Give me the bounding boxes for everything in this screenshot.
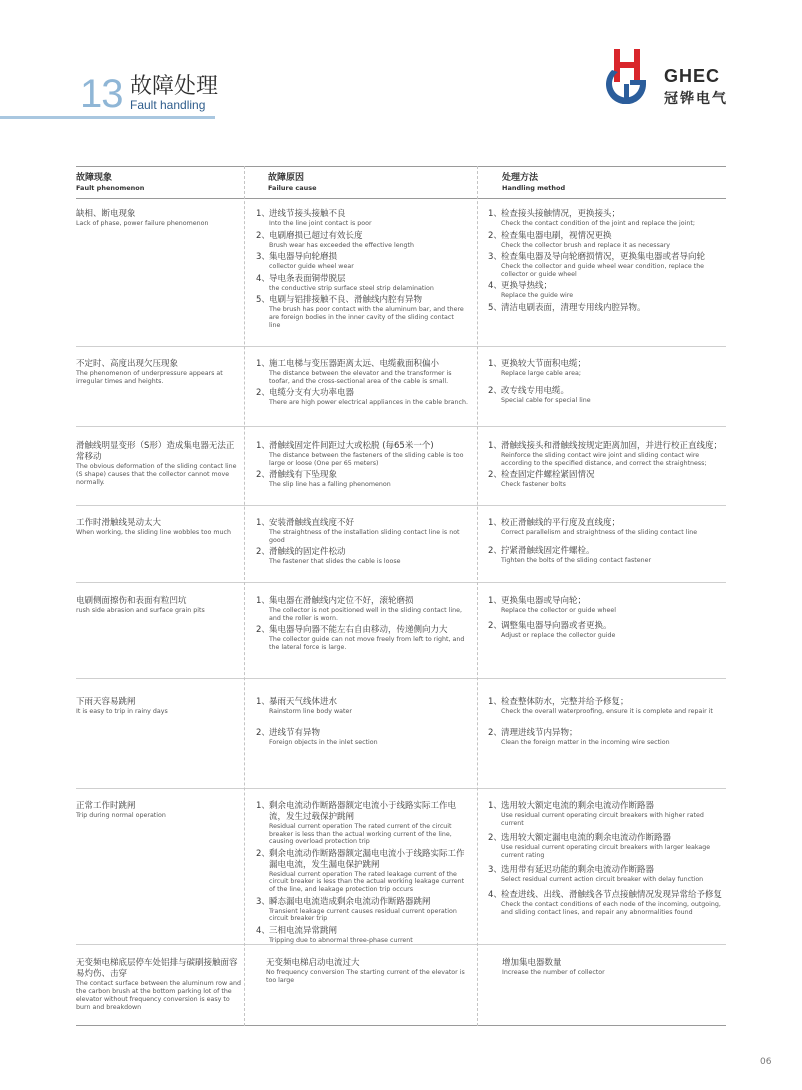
method-item: 2、 调整集电器导向器或者更换。 Adjust or replace the collector guide bbox=[488, 620, 616, 639]
table-row-methods bbox=[488, 359, 728, 407]
method-item: 5、 清洁电刷表面，清理专用线内腔异物。 bbox=[488, 302, 646, 313]
method-item: 2、 清理进线节内异物； Clean the foreign matter in the incoming wire section bbox=[488, 727, 670, 746]
table-row-causes bbox=[256, 518, 468, 569]
column-header-phenomenon: 故障现象 Fault phenomenon bbox=[76, 173, 145, 192]
cause-item: 2、 电缆分支有大功率电器 There are high power electrical appliances in the cable branch. bbox=[256, 388, 468, 407]
page-subtitle: Fault handling bbox=[130, 98, 206, 112]
cause-item: 3、 集电器导向轮磨损 collector guide wheel wear bbox=[256, 252, 354, 271]
method-item: 2、 拧紧滑触线固定件螺栓。 Tighten the bolts of the sliding contact fastener bbox=[488, 545, 652, 564]
cause-item: 2、 进线节有异物 Foreign objects in the inlet section bbox=[256, 727, 378, 746]
table-row-causes bbox=[256, 209, 466, 332]
method-item: 2、 检查固定件螺栓紧固情况 Check fastener bolts bbox=[488, 470, 595, 489]
cause-item: 2、 集电器导向器不能左右自由移动，传递侧向力大 The collector guide can not move freely from left to right, and the lateral force is large. bbox=[256, 625, 465, 651]
cause-item: 4、 三相电流异常跳闸 Tripping due to abnormal three-phase current bbox=[256, 925, 413, 944]
cause-item: 4、 导电条表面铜带脱层 the conductive strip surface steel strip delamination bbox=[256, 273, 434, 292]
method-item: 1、 校正滑触线的平行度及直线度； Correct parallelism and straightness of the sliding contact line bbox=[488, 518, 698, 536]
method-item: 1、 更换较大节面积电缆； Replace large cable area; bbox=[488, 359, 587, 377]
table-header-rule bbox=[76, 198, 726, 199]
method-item: 4、 检查进线、出线、滑触线各节点接触情况发现异常给予修复 Check the contact conditions of each node of the incoming, outgoing, and sliding contact lines, and repair any abnormalities found bbox=[488, 889, 723, 916]
method-item: 2、 检查集电器电刷，视情况更换 Check the collector brush and replace it as necessary bbox=[488, 230, 671, 249]
cause-item: 2、 滑触线有下坠现象 The slip line has a falling phenomenon bbox=[256, 470, 391, 489]
column-divider bbox=[477, 166, 478, 1026]
logo-brand-cn: 冠铧电气 bbox=[664, 91, 728, 107]
method-item: 3、 检查集电器及导向轮磨损情况，更换集电器或者导向轮 Check the collector and guide wheel wear condition, replace the collector or guide wheel bbox=[488, 252, 706, 278]
row-divider bbox=[76, 788, 726, 789]
cause-item: 5、 电刷与铝排接触不良、滑触线内腔有异物 The brush has poor contact with the aluminum bar, and there are foreign bodies in the inner cavity of the sliding contact line bbox=[256, 295, 464, 329]
table-row-phenomenon: 工作时滑触线晃动太大 When working, the sliding line wobbles too much bbox=[76, 518, 231, 536]
table-row-method: 增加集电器数量 Increase the number of collector bbox=[502, 958, 605, 976]
table-row-phenomenon: 不定时、高度出现欠压现象 The phenomenon of underpressure appears at irregular times and heights. bbox=[76, 359, 223, 385]
method-item: 1、 选用较大额定电流的剩余电流动作断路器 Use residual current operating circuit breakers with higher rated current bbox=[488, 801, 704, 827]
row-divider bbox=[76, 582, 726, 583]
column-header-cause: 故障原因 Failure cause bbox=[268, 173, 317, 192]
column-header-method: 处理方法 Handling method bbox=[502, 173, 566, 192]
method-item: 1、 滑触线接头和滑触线按规定距离加固，并进行校正直线度； Reinforce the sliding contact wire joint and sliding contact wire according to the specified distance, and correct the straightness; bbox=[488, 441, 723, 467]
table-row-methods bbox=[488, 697, 728, 749]
table-row-methods bbox=[488, 596, 728, 642]
table-row-causes bbox=[256, 441, 468, 492]
table-row-methods bbox=[488, 441, 728, 492]
header-accent-bar bbox=[0, 116, 215, 119]
cause-item: 3、 瞬态漏电电流造成剩余电流动作断路器跳闸 Transient leakage current causes residual current operation circuit breaker trip bbox=[256, 896, 457, 923]
cause-item: 2、 剩余电流动作断路器额定漏电电流小于线路实际工作漏电电流，发生漏电保护跳闸 Residual current operation The rated leakage current of the circuit breaker is less than the actual working leakage current of the line, and leakage protection trip occurs bbox=[256, 848, 465, 893]
column-divider bbox=[244, 166, 245, 1026]
method-item: 2、 改专线专用电缆。 Special cable for special line bbox=[488, 385, 591, 404]
method-item: 1、 检查接头接触情况，更换接头； Check the contact condition of the joint and replace the joint; bbox=[488, 209, 695, 227]
table-row-phenomenon: 电刷侧面擦伤和表面有粒凹坑 rush side abrasion and surface grain pits bbox=[76, 596, 205, 614]
table-row-phenomenon: 下雨天容易跳闸 It is easy to trip in rainy days bbox=[76, 697, 168, 715]
table-row-phenomenon: 滑触线明显变形（S形）造成集电器无法正常移动 The obvious deformation of the sliding contact line (S shape) causes that the collector cannot move normally. bbox=[76, 441, 237, 486]
cause-item: 1、 暴雨天气线体进水 Rainstorm line body water bbox=[256, 697, 352, 715]
table-row-phenomenon: 无变频电梯底层停车处铝排与碳刷接触面容易灼伤、击穿 The contact surface between the aluminum row and the carbon brush at the bottom parking lot of the elevator without frequency conversion is easy to burn and breakdown bbox=[76, 958, 242, 1011]
logo-brand-text: GHEC bbox=[664, 66, 721, 86]
cause-item: 1、 施工电梯与变压器距离太远、电缆截面积偏小 The distance between the elevator and the transformer is toofar, and the cross-sectional area of the cable is small. bbox=[256, 359, 452, 385]
method-item: 4、 更换导热线； Replace the guide wire bbox=[488, 281, 574, 300]
row-divider bbox=[76, 426, 726, 427]
table-top-rule bbox=[76, 166, 726, 167]
cause-item: 2、 滑触线的固定件松动 The fastener that slides the cable is loose bbox=[256, 547, 401, 566]
table-row-phenomenon: 正常工作时跳闸 Trip during normal operation bbox=[76, 801, 166, 819]
table-row-causes bbox=[256, 359, 468, 410]
table-row-methods bbox=[488, 209, 728, 317]
table-row-phenomenon: 缺相、断电现象 Lack of phase, power failure phenomenon bbox=[76, 209, 209, 227]
table-bottom-rule bbox=[76, 1025, 726, 1026]
table-row-causes bbox=[256, 801, 468, 947]
table-row-methods bbox=[488, 518, 728, 567]
method-item: 3、 选用带有延迟功能的剩余电流动作断路器 Select residual current action circuit breaker with delay function bbox=[488, 865, 704, 884]
method-item: 1、 检查整体防水，完整并给予修复； Check the overall waterproofing, ensure it is complete and repair it bbox=[488, 697, 713, 715]
table-row-methods bbox=[488, 801, 728, 919]
cause-item: 1、 剩余电流动作断路器额定电流小于线路实际工作电流，发生过载保护跳闸 Residual current operation The rated current of the circuit breaker is less than the actual working current of the line, causing overload protection trip bbox=[256, 801, 457, 846]
table-row-causes bbox=[256, 697, 468, 749]
ghec-logo-icon bbox=[600, 48, 654, 104]
cause-item: 2、 电刷磨损已超过有效长度 Brush wear has exceeded the effective length bbox=[256, 230, 415, 249]
page-number: 06 bbox=[760, 1057, 772, 1067]
row-divider bbox=[76, 678, 726, 679]
table-row-cause: 无变频电梯启动电流过大 No frequency conversion The starting current of the elevator is too large bbox=[266, 958, 465, 984]
cause-item: 1、 集电器在滑触线内定位不好，滚轮磨损 The collector is not positioned well in the sliding contact line, and the roller is worn. bbox=[256, 596, 462, 622]
row-divider bbox=[76, 505, 726, 506]
page-title: 故障处理 bbox=[130, 74, 219, 99]
section-number: 13 bbox=[80, 72, 123, 116]
row-divider bbox=[76, 346, 726, 347]
table-row-causes bbox=[256, 596, 468, 654]
method-item: 2、 选用较大额定漏电电流的剩余电流动作断路器 Use residual current operating circuit breakers with larger leakage current rating bbox=[488, 833, 711, 859]
cause-item: 1、 安装滑触线直线度不好 The straightness of the installation sliding contact line is not good bbox=[256, 518, 460, 544]
cause-item: 1、 进线节接头接触不良 Into the line joint contact is poor bbox=[256, 209, 372, 227]
method-item: 1、 更换集电器或导向轮； Replace the collector or guide wheel bbox=[488, 596, 616, 614]
cause-item: 1、 滑触线固定件间距过大或松脱 (每65米一个) The distance between the fasteners of the sliding cable is too large or loose (One per 65 meters) bbox=[256, 441, 464, 467]
